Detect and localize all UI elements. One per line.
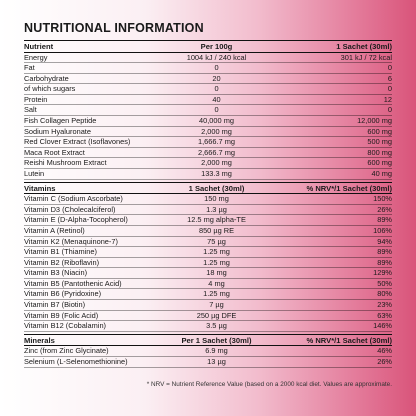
table-row: [24, 148, 392, 159]
nutrient-value: 7 µg: [209, 300, 224, 310]
nutrient-value: 800 mg: [367, 147, 392, 157]
nutrient-value: 1.25 mg: [203, 247, 230, 257]
nutrient-value: 0: [387, 84, 392, 94]
nutrient-value: 3.5 µg: [206, 321, 227, 331]
nutrition-table: [24, 40, 392, 368]
nutrient-name: Carbohydrate: [24, 73, 69, 83]
nutrient-value: 129%: [373, 268, 392, 278]
nutrient-value: 12,000 mg: [357, 116, 392, 126]
table-row: [24, 169, 392, 180]
nutrient-value: 106%: [373, 225, 392, 235]
header-cell: % NRV*/1 Sachet (30ml): [306, 183, 392, 193]
nutrient-value: 12.5 mg alpha-TE: [187, 215, 246, 225]
table-row: [24, 84, 392, 95]
nutrient-name: Vitamin B12 (Cobalamin): [24, 321, 107, 331]
nutrient-name: Vitamin B9 (Folic Acid): [24, 310, 99, 320]
nutrient-name: Vitamin D3 (Cholecalciferol): [24, 204, 116, 214]
nutrient-name: Protein: [24, 94, 48, 104]
nutrient-value: 26%: [377, 356, 392, 366]
nutrient-value: 500 mg: [367, 137, 392, 147]
nutrient-value: 50%: [377, 278, 392, 288]
table-row: [24, 226, 392, 237]
nutrient-name: Vitamin C (Sodium Ascorbate): [24, 194, 123, 204]
table-row: [24, 63, 392, 74]
nutrient-value: 0: [214, 105, 219, 115]
table-row: [24, 105, 392, 116]
nutrient-value: 40,000 mg: [199, 116, 234, 126]
nutrient-name: Red Clover Extract (Isoflavones): [24, 137, 131, 147]
header-cell: Minerals: [24, 335, 55, 345]
nutrient-value: 1.25 mg: [203, 257, 230, 267]
table-row: [24, 194, 392, 205]
nutrient-name: of which sugars: [24, 84, 76, 94]
nutrient-value: 0: [214, 84, 219, 94]
header-cell: 1 Sachet (30ml): [336, 42, 392, 51]
nutrient-value: 1,666.7 mg: [198, 137, 235, 147]
nutrient-value: 2,666.7 mg: [198, 147, 235, 157]
nutrient-name: Energy: [24, 52, 48, 62]
nutrient-value: 6.9 mg: [205, 346, 228, 356]
nutrient-name: Vitamin B1 (Thiamine): [24, 247, 97, 257]
table-row: [24, 321, 392, 332]
nutrient-name: Vitamin B2 (Riboflavin): [24, 257, 100, 267]
table-row: [24, 279, 392, 290]
header-cell: 1 Sachet (30ml): [188, 183, 245, 193]
table-row: [24, 205, 392, 216]
nutrient-value: 133.3 mg: [201, 169, 232, 179]
header-cell: Vitamins: [24, 183, 56, 193]
section-header: [24, 182, 392, 195]
table-row: [24, 258, 392, 269]
header-cell: % NRV*/1 Sachet (30ml): [306, 335, 392, 345]
nutrient-name: Vitamin B3 (Niacin): [24, 268, 88, 278]
table-row: [24, 268, 392, 279]
nutrient-value: 12: [383, 94, 392, 104]
nutrient-name: Fat: [24, 63, 35, 73]
nutrient-value: 63%: [377, 310, 392, 320]
nutrient-value: 26%: [377, 204, 392, 214]
nutrient-value: 250 µg DFE: [196, 310, 237, 320]
table-row: [24, 346, 392, 357]
table-row: [24, 300, 392, 311]
nutrient-value: 20: [212, 73, 221, 83]
nutrient-value: 40 mg: [371, 169, 392, 179]
nutrient-value: 18 mg: [206, 268, 227, 278]
nutrient-name: Vitamin B5 (Pantothenic Acid): [24, 278, 122, 288]
nutrient-value: 150%: [373, 194, 392, 204]
nutrient-name: Vitamin E (D-Alpha-Tocopherol): [24, 215, 128, 225]
nutrient-value: 89%: [377, 247, 392, 257]
page-title: NUTRITIONAL INFORMATION: [24, 21, 204, 35]
section-header: [24, 334, 392, 347]
table-row: [24, 116, 392, 127]
nutrient-value: 40: [212, 94, 221, 104]
nutrient-value: 150 mg: [204, 194, 229, 204]
nutrient-value: 850 µg RE: [198, 225, 235, 235]
nutrient-name: Vitamin K2 (Menaquinone-7): [24, 236, 118, 246]
table-row: [24, 74, 392, 85]
table-row: [24, 137, 392, 148]
nutrient-name: Selenium (L-Selenomethionine): [24, 356, 128, 366]
nutrient-name: Vitamin A (Retinol): [24, 225, 85, 235]
nutrient-value: 46%: [377, 346, 392, 356]
section-header: [24, 40, 392, 53]
nutrient-value: 1004 kJ / 240 kcal: [186, 52, 247, 62]
nutrient-value: 6: [387, 73, 392, 83]
nutrient-value: 94%: [377, 236, 392, 246]
nutrient-name: Fish Collagen Peptide: [24, 116, 97, 126]
table-row: [24, 95, 392, 106]
nutrient-name: Maca Root Extract: [24, 147, 85, 157]
table-row: [24, 53, 392, 64]
table-row: [24, 357, 392, 368]
nutrient-value: 0: [387, 105, 392, 115]
nutrient-name: Reishi Mushroom Extract: [24, 158, 107, 168]
nutrient-value: 4 mg: [208, 278, 225, 288]
nutrient-value: 13 µg: [207, 356, 226, 366]
nutrient-value: 89%: [377, 215, 392, 225]
table-row: [24, 311, 392, 322]
nutrient-value: 75 µg: [207, 236, 226, 246]
table-row: [24, 215, 392, 226]
nutrient-value: 0: [387, 63, 392, 73]
table-row: [24, 127, 392, 138]
header-cell: Per 100g: [200, 42, 233, 51]
table-row: [24, 158, 392, 169]
nutrient-value: 1.25 mg: [203, 289, 230, 299]
nutrient-value: 23%: [377, 300, 392, 310]
nutrient-value: 80%: [377, 289, 392, 299]
header-cell: Nutrient: [24, 42, 54, 51]
nutrient-name: Zinc (from Zinc Glycinate): [24, 346, 109, 356]
nutrient-name: Lutein: [24, 169, 45, 179]
nutrient-value: 2,000 mg: [201, 158, 232, 168]
nutrient-value: 0: [214, 63, 219, 73]
nutrient-value: 600 mg: [367, 126, 392, 136]
nutrient-value: 146%: [373, 321, 392, 331]
table-row: [24, 237, 392, 248]
nutrient-name: Vitamin B7 (Biotin): [24, 300, 86, 310]
table-row: [24, 289, 392, 300]
nutrient-name: Sodium Hyaluronate: [24, 126, 91, 136]
nutrient-value: 301 kJ / 72 kcal: [340, 52, 392, 62]
nutrient-name: Vitamin B6 (Pyridoxine): [24, 289, 102, 299]
nutrient-value: 2,000 mg: [201, 126, 232, 136]
header-cell: Per 1 Sachet (30ml): [181, 335, 252, 345]
nutrient-value: 1.3 µg: [206, 204, 227, 214]
nutrient-value: 89%: [377, 257, 392, 267]
nutrient-value: 600 mg: [367, 158, 392, 168]
table-row: [24, 247, 392, 258]
nutrient-name: Salt: [24, 105, 37, 115]
footnote: * NRV = Nutrient Reference Value (based on a 2000 kcal diet. Values are approximate.: [146, 381, 392, 388]
